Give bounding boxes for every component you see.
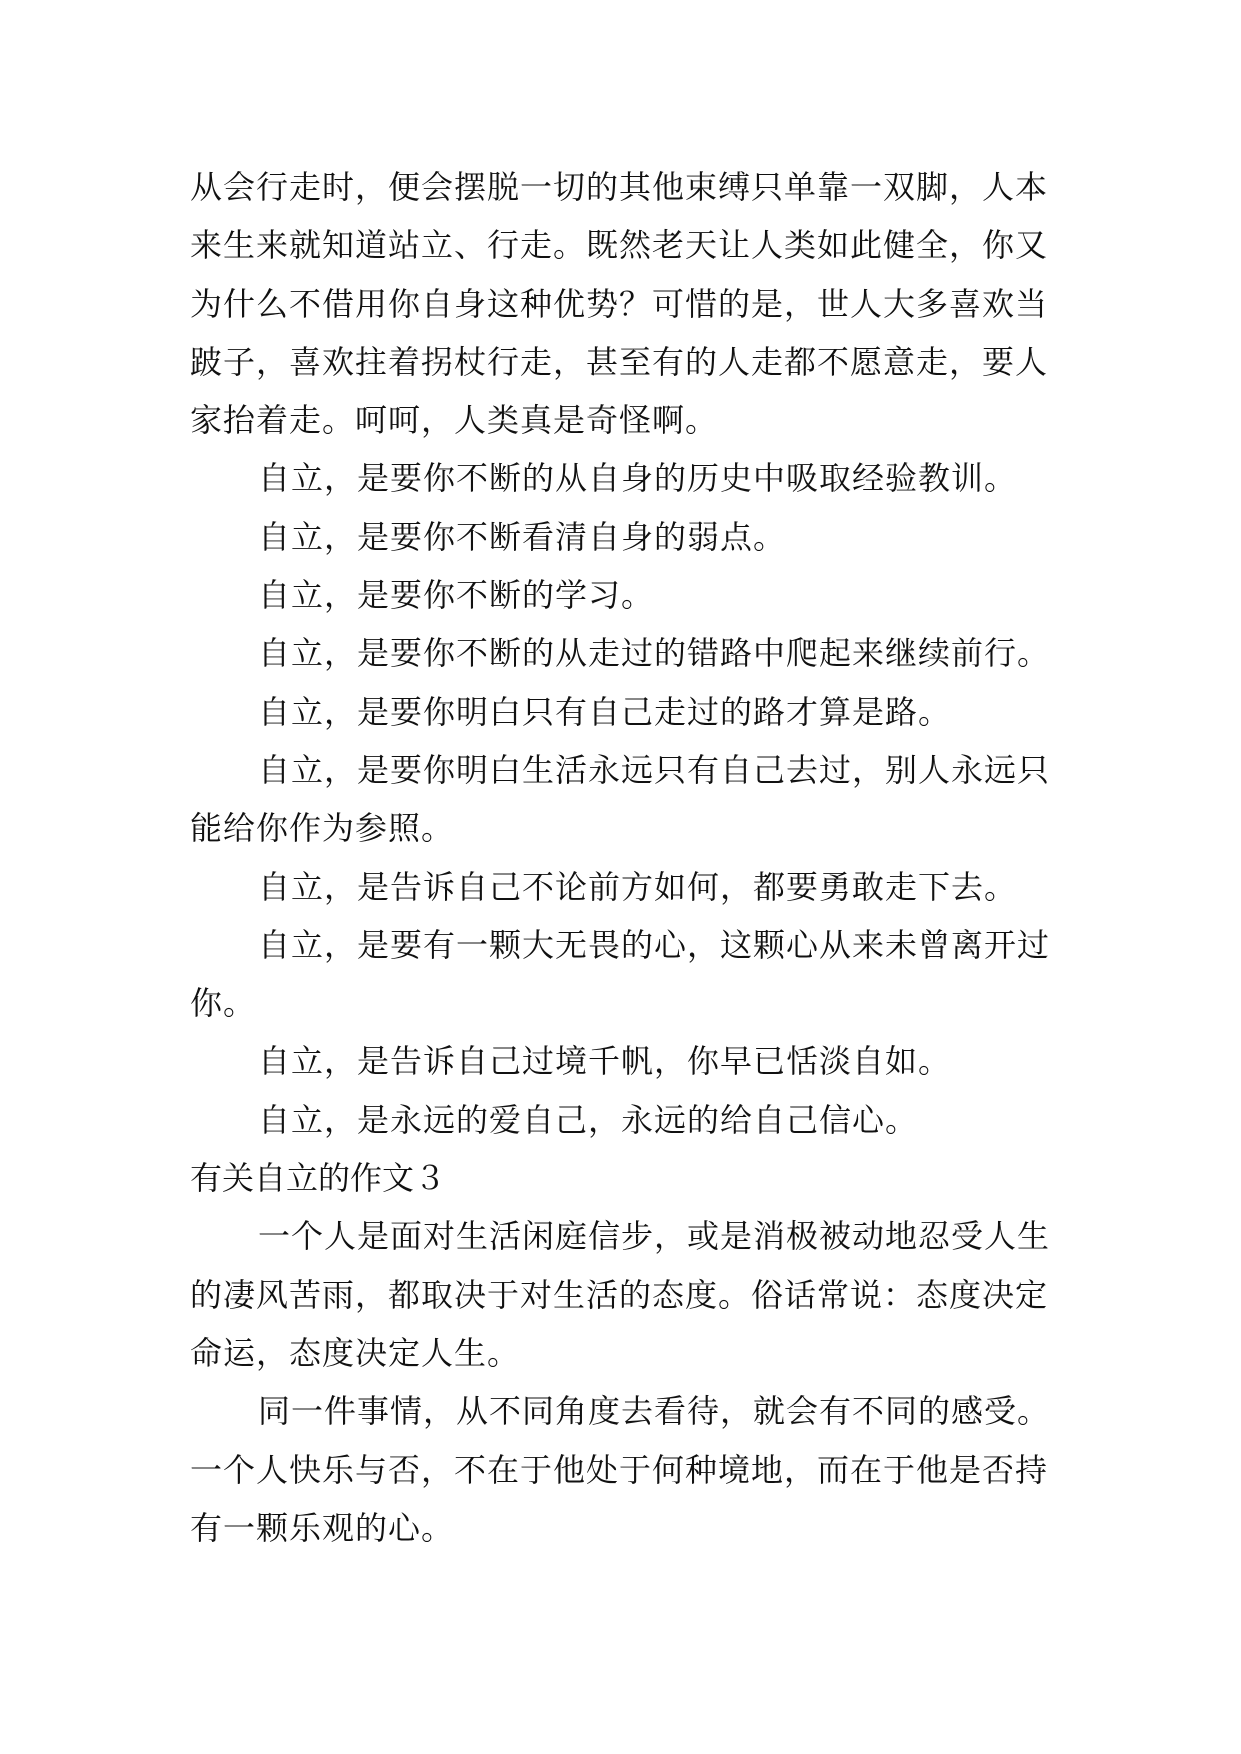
text-line: 命运，态度决定人生。 [190, 1333, 521, 1372]
zili-paragraph [190, 858, 1070, 916]
text-line: 自立，是要有一颗大无畏的心，这颗心从来未曾离开过 [258, 925, 1051, 964]
zili-paragraph [190, 916, 1070, 1033]
text-line: 一个人是面对生活闲庭信步，或是消极被动地忍受人生 [258, 1217, 1051, 1256]
text-line: 一个人快乐与否，不在于他处于何种境地，而在于他是否持 [190, 1450, 1049, 1489]
zili-paragraph [190, 566, 1070, 624]
text-line: 自立，是要你明白生活永远只有自己去过，别人永远只 [258, 750, 1051, 789]
text-line: 有一颗乐观的心。 [190, 1508, 455, 1547]
zili-paragraph [190, 624, 1070, 682]
paragraph-walking [190, 158, 1070, 449]
text-line: 跛子，喜欢拄着拐杖行走，甚至有的人走都不愿意走，要人 [190, 342, 1049, 381]
section-heading: 有关自立的作文３ [190, 1159, 447, 1198]
text-line: 自立，是要你明白只有自己走过的路才算是路。 [258, 692, 952, 731]
text-line: 自立，是永远的爱自己，永远的给自己信心。 [258, 1100, 919, 1139]
document-page [190, 158, 1070, 1557]
paragraph-attitude [190, 1207, 1070, 1382]
text-line: 自立，是要你不断的学习。 [258, 576, 655, 615]
zili-paragraph [190, 741, 1070, 858]
zili-paragraph [190, 449, 1070, 507]
text-line: 自立，是要你不断看清自身的弱点。 [258, 517, 787, 556]
text-line: 从会行走时，便会摆脱一切的其他束缚只单靠一双脚，人本 [190, 168, 1049, 206]
zili-list [190, 449, 1070, 1149]
text-line: 自立，是告诉自己过境千帆，你早已恬淡自如。 [258, 1042, 952, 1081]
zili-paragraph [190, 508, 1070, 566]
paragraph-perspective [190, 1382, 1070, 1557]
text-line: 来生来就知道站立、行走。既然老天让人类如此健全，你又 [190, 226, 1049, 265]
text-line: 的凄风苦雨，都取决于对生活的态度。俗话常说：态度决定 [190, 1275, 1049, 1314]
text-line: 为什么不借用你自身这种优势？可惜的是，世人大多喜欢当 [190, 284, 1049, 323]
text-line: 同一件事情，从不同角度去看待，就会有不同的感受。 [258, 1392, 1051, 1431]
text-line: 自立，是告诉自己不论前方如何，都要勇敢走下去。 [258, 867, 1018, 906]
zili-paragraph [190, 1032, 1070, 1090]
text-line: 你。 [190, 984, 257, 1023]
zili-paragraph [190, 683, 1070, 741]
text-line: 自立，是要你不断的从自身的历史中吸取经验教训。 [258, 459, 1018, 498]
zili-paragraph [190, 1091, 1070, 1149]
text-line: 自立，是要你不断的从走过的错路中爬起来继续前行。 [258, 634, 1051, 673]
text-line: 能给你作为参照。 [190, 809, 455, 848]
text-line: 家抬着走。呵呵，人类真是奇怪啊。 [190, 401, 719, 440]
